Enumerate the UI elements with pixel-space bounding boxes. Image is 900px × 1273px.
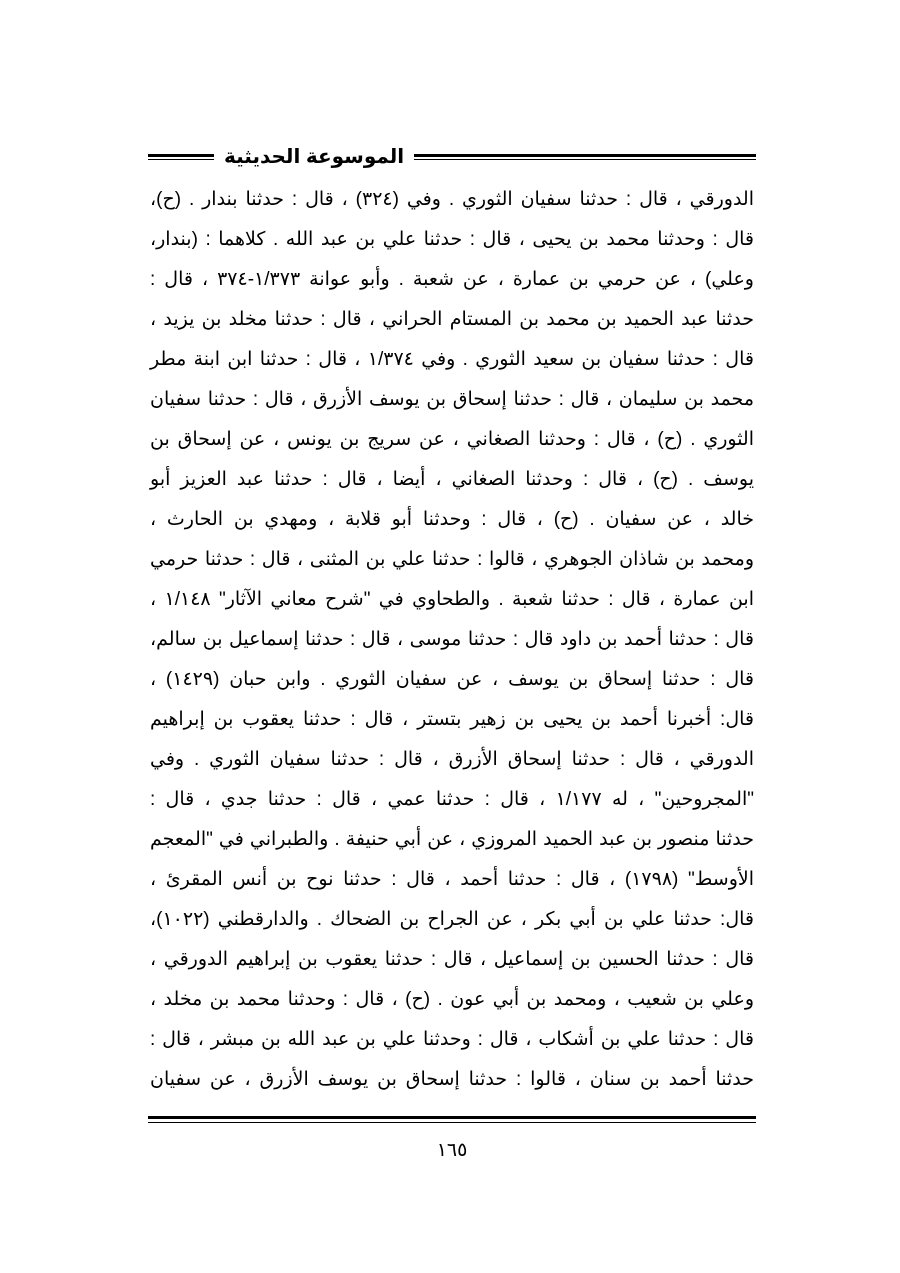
page-body xyxy=(148,174,756,1100)
text-line: الأوسط" (١٧٩٨) ، قال : حدثنا أحمد ، قال : حدثنا نوح بن أنس المقرئ ، xyxy=(150,869,754,890)
text-line: الدورقي ، قال : حدثنا إسحاق الأزرق ، قال : حدثنا سفيان الثوري . وفي xyxy=(150,749,754,770)
text-line: الدورقي ، قال : حدثنا سفيان الثوري . وفي (٣٢٤) ، قال : حدثنا بندار . (ح)، xyxy=(150,189,754,210)
header-rule-right xyxy=(414,154,756,160)
text-line: حدثنا أحمد بن سنان ، قالوا : حدثنا إسحاق بن يوسف الأزرق ، عن سفيان xyxy=(150,1069,754,1090)
book-page xyxy=(148,140,756,1165)
text-line: قال : وحدثنا محمد بن يحيى ، قال : حدثنا علي بن عبد الله . كلاهما : (بندار، xyxy=(150,229,754,250)
footer-rule xyxy=(148,1116,756,1123)
text-line: قال : حدثنا الحسين بن إسماعيل ، قال : حدثنا يعقوب بن إبراهيم الدورقي ، xyxy=(150,949,754,970)
page-number: ١٦٥ xyxy=(436,1140,468,1161)
text-line: "المجروحين" ، له ١/١٧٧ ، قال : حدثنا عمي ، قال : حدثنا جدي ، قال : xyxy=(150,789,754,810)
running-header xyxy=(148,140,756,174)
text-line: محمد بن سليمان ، قال : حدثنا إسحاق بن يوسف الأزرق ، قال : حدثنا سفيان xyxy=(150,389,754,410)
text-line: ومحمد بن شاذان الجوهري ، قالوا : حدثنا علي بن المثنى ، قال : حدثنا حرمي xyxy=(150,549,754,570)
text-line: قال: حدثنا علي بن أبي بكر ، عن الجراح بن الضحاك . والدارقطني (١٠٢٢)، xyxy=(150,909,754,930)
text-line: وعلي) ، عن حرمي بن عمارة ، عن شعبة . وأبو عوانة ١/٣٧٣-٣٧٤ ، قال : xyxy=(150,269,754,290)
text-line: قال : حدثنا سفيان بن سعيد الثوري . وفي ١/٣٧٤ ، قال : حدثنا ابن ابنة مطر xyxy=(150,349,754,370)
text-line: خالد ، عن سفيان . (ح) ، قال : وحدثنا أبو قلابة ، ومهدي بن الحارث ، xyxy=(150,509,754,530)
text-line: قال : حدثنا علي بن أشكاب ، قال : وحدثنا علي بن عبد الله بن مبشر ، قال : xyxy=(150,1029,754,1050)
text-line: حدثنا عبد الحميد بن محمد بن المستام الحراني ، قال : حدثنا مخلد بن يزيد ، xyxy=(150,309,754,330)
text-line: قال : حدثنا إسحاق بن يوسف ، عن سفيان الثوري . وابن حبان (١٤٢٩) ، xyxy=(150,669,754,690)
text-line: ابن عمارة ، قال : حدثنا شعبة . والطحاوي في "شرح معاني الآثار" ١/١٤٨ ، xyxy=(150,589,754,610)
text-line: قال: أخبرنا أحمد بن يحيى بن زهير بتستر ، قال : حدثنا يعقوب بن إبراهيم xyxy=(150,709,754,730)
book-title: الموسوعة الحديثية xyxy=(224,146,405,168)
header-rule-left xyxy=(148,154,214,160)
text-line: وعلي بن شعيب ، ومحمد بن أبي عون . (ح) ، قال : وحدثنا محمد بن مخلد ، xyxy=(150,989,754,1010)
text-line: يوسف . (ح) ، قال : وحدثنا الصغاني ، أيضا ، قال : حدثنا عبد العزيز أبو xyxy=(150,469,754,490)
text-line: حدثنا منصور بن عبد الحميد المروزي ، عن أبي حنيفة . والطبراني في "المعجم xyxy=(150,829,754,850)
text-line: الثوري . (ح) ، قال : وحدثنا الصغاني ، عن سريج بن يونس ، عن إسحاق بن xyxy=(150,429,754,450)
text-line: قال : حدثنا أحمد بن داود قال : حدثنا موسى ، قال : حدثنا إسماعيل بن سالم، xyxy=(150,629,754,650)
